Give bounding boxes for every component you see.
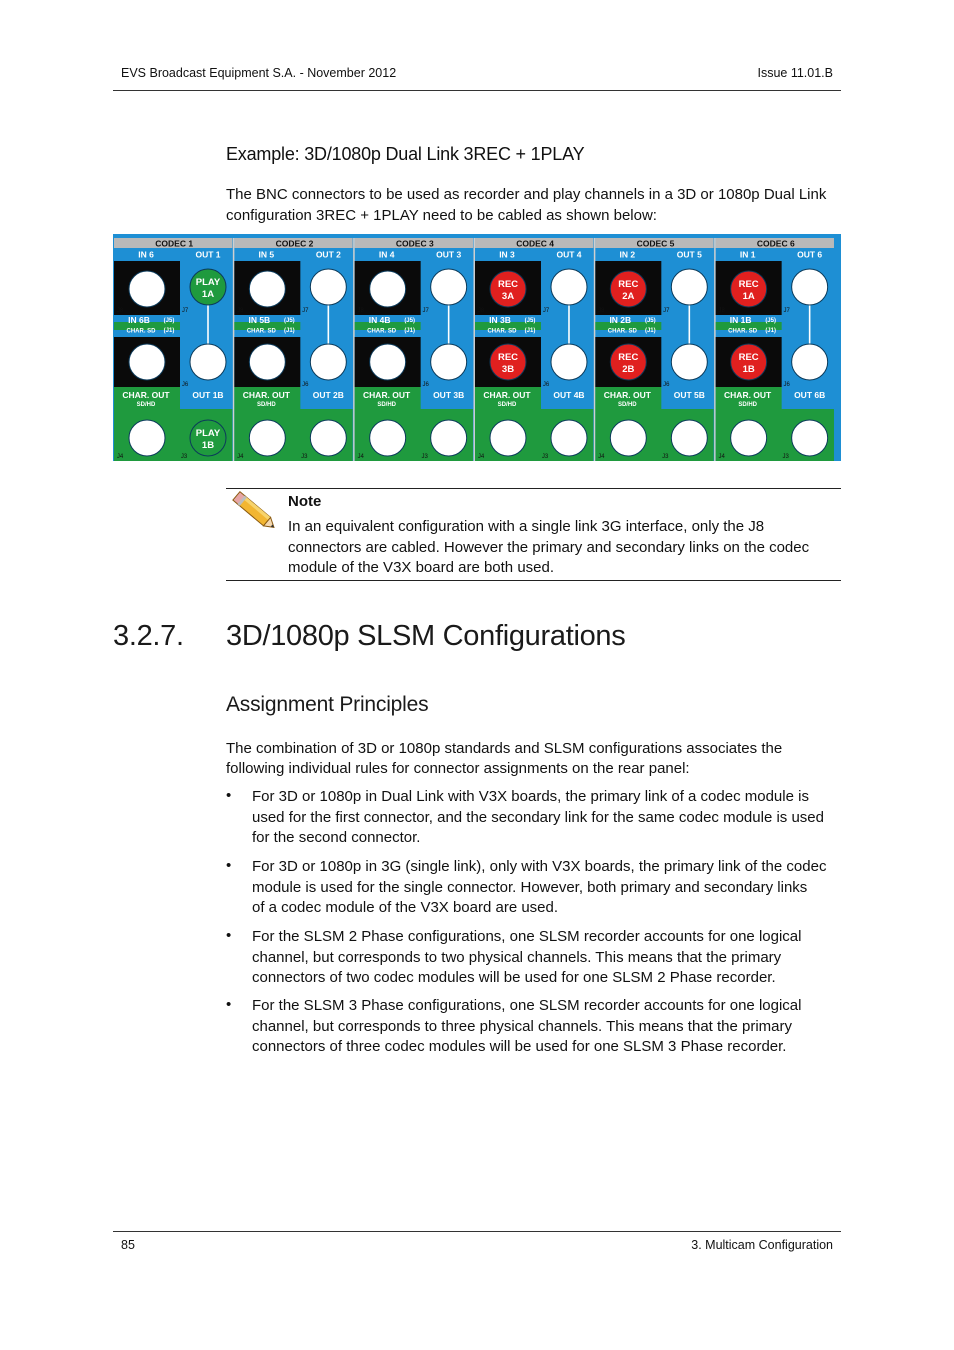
jack-label: J4 (357, 454, 364, 460)
jack-label: J4 (116, 454, 124, 460)
note-line1: In an equivalent configuration with a single link 3G interface, only the J8 (288, 518, 765, 535)
codec-divider (594, 238, 596, 461)
jack-label: J3 (421, 454, 428, 460)
connector-label: IN 5 (258, 249, 275, 260)
jack-label: J3 (662, 454, 669, 460)
jack-label: (J1) (283, 328, 295, 334)
jack-label: (J5) (163, 318, 175, 324)
jack-label: (J1) (163, 328, 175, 334)
header-right: Issue 11.01.B (757, 66, 833, 80)
bullet-line: For 3D or 1080p in Dual Link with V3X boards, the primary link of a codec module is (252, 788, 809, 805)
jack-label: J4 (237, 454, 244, 460)
connector-marker-text: 1A (201, 289, 215, 300)
connector-label: CHAR. OUT (483, 390, 531, 400)
codec-divider (233, 238, 235, 461)
connector-marker-text: 1B (201, 440, 215, 451)
jack-label: J7 (302, 308, 309, 314)
bnc-connector (129, 420, 165, 456)
jack-label: J8 (116, 308, 124, 314)
bnc-connector (431, 344, 467, 380)
jack-label: J3 (541, 454, 549, 460)
connector-marker-text: REC (738, 279, 759, 290)
codec-name: CODEC 6 (756, 238, 795, 249)
bullet-line: connectors of three codec modules will be used for one SLSM 3 Phase recorder. (252, 1038, 787, 1055)
bullet-line: For the SLSM 3 Phase configurations, one SLSM recorder accounts for one logical (252, 997, 802, 1014)
connector-marker-text: 3B (501, 364, 515, 375)
bullet-item (252, 787, 844, 849)
jack-label: J8 (477, 308, 485, 314)
connector-label: OUT 1B (192, 390, 224, 400)
connector-label: SD/HD (256, 402, 276, 408)
jack-label: J6 (422, 382, 429, 388)
bnc-connector (551, 269, 587, 305)
bnc-connector (671, 269, 707, 305)
jack-label: J6 (181, 382, 189, 388)
connector-label: SD/HD (136, 402, 156, 408)
bullet-marker: • (226, 996, 232, 1013)
codec-divider (353, 238, 355, 461)
jack-label: J3 (301, 454, 308, 460)
connector-label: IN 6B (128, 315, 150, 325)
bullet-line: module is used for the single connector. However, both primary and secondary links (252, 878, 808, 896)
codec-name: CODEC 4 (516, 238, 555, 249)
bnc-connector (610, 420, 646, 456)
bullet-line: channel, but corresponds to two physical channels. This means that the primary (252, 948, 782, 966)
bullet-marker: • (226, 857, 232, 874)
connector-label: CHAR. SD (728, 328, 758, 335)
jack-label: J7 (783, 308, 790, 314)
jack-label: J6 (542, 382, 550, 388)
jack-label: J8 (598, 308, 605, 314)
jack-label: J4 (598, 454, 605, 460)
bnc-connector (551, 344, 587, 380)
bullet-item (252, 857, 844, 919)
bullet-line: channel, but corresponds to three physical channels. This means that the primary (252, 1017, 793, 1035)
bnc-connector (370, 271, 406, 307)
bnc-connector (249, 420, 285, 456)
connector-marker-text: REC (738, 352, 759, 363)
note-title: Note (288, 493, 322, 510)
jack-label: J8 (237, 308, 244, 314)
bnc-connector (129, 344, 165, 380)
connector-label: CHAR. OUT (122, 390, 170, 400)
note-line3: module of the V3X board are both used. (288, 559, 555, 576)
connector-label: OUT 5B (673, 390, 705, 400)
bullet-item (252, 996, 844, 1058)
connector-marker-text: REC (497, 279, 519, 290)
jack-label: (J5) (283, 318, 295, 324)
jack-label: J7 (663, 308, 670, 314)
jack-label: J7 (422, 308, 429, 314)
bnc-connector (190, 344, 226, 380)
connector-marker-text: 1A (742, 291, 755, 302)
bnc-connector (551, 420, 587, 456)
jack-label: J6 (783, 382, 790, 388)
jack-label: (J1) (404, 328, 415, 334)
connector-label: CHAR. SD (607, 328, 637, 335)
connector-label: CHAR. SD (367, 328, 397, 335)
bnc-connector (792, 344, 828, 380)
header-rule (113, 90, 841, 91)
connector-label: IN 1B (729, 315, 752, 325)
footer-chapter: 3. Multicam Configuration (691, 1238, 833, 1252)
connector-marker-text: PLAY (195, 277, 221, 288)
codec-divider (473, 238, 475, 461)
jack-label: J3 (180, 454, 188, 460)
jack-label: (J5) (765, 318, 776, 324)
jack-label: (J1) (644, 328, 656, 334)
section-title: 3D/1080p SLSM Configurations (226, 620, 626, 652)
connector-label: IN 3B (489, 315, 511, 325)
connector-label: OUT 3 (436, 249, 462, 260)
note-line2: connectors are cabled. However the primary and secondary links on the codec (288, 539, 810, 556)
bullet-line: For the SLSM 2 Phase configurations, one SLSM recorder accounts for one logical (252, 928, 802, 945)
bullet-line: connectors of two codec modules will be used for one SLSM 2 Phase recorder. (252, 969, 776, 986)
codec-name: CODEC 2 (275, 238, 314, 249)
bnc-connector (310, 344, 346, 380)
connector-panel-figure (113, 234, 841, 461)
connector-label: IN 3 (499, 249, 515, 260)
connector-label: CHAR. OUT (242, 390, 290, 400)
bnc-connector (310, 420, 346, 456)
connector-label: CHAR. OUT (724, 390, 772, 400)
bullet-line: used for the first connector, and the secondary link for the same codec module is used (252, 808, 824, 826)
section-number: 3.2.7. (113, 620, 184, 652)
codec-name: CODEC 3 (395, 238, 434, 249)
bnc-connector (310, 269, 346, 305)
connector-marker-text: 3A (501, 291, 515, 302)
pencil-icon (232, 490, 280, 536)
bullet-marker: • (226, 787, 232, 804)
bullet-line: of a codec module of the V3X board are used. (252, 899, 559, 916)
jack-label: (J5) (524, 318, 536, 324)
connector-marker-text: REC (497, 352, 519, 363)
connector-marker-text: 2A (622, 291, 635, 302)
jack-label: J8 (718, 308, 725, 314)
connector-marker-text: PLAY (195, 428, 221, 439)
jack-label: (J5) (644, 318, 656, 324)
bnc-connector (370, 344, 406, 380)
jack-label: (J1) (524, 328, 536, 334)
jack-label: J6 (302, 382, 309, 388)
bnc-connector (671, 420, 707, 456)
connector-label: IN 4B (368, 315, 391, 325)
connector-label: CHAR. SD (126, 328, 156, 335)
bnc-connector (731, 420, 767, 456)
jack-label: J4 (477, 454, 485, 460)
bnc-connector (370, 420, 406, 456)
codec-name: CODEC 1 (155, 238, 194, 249)
example-intro-line2: configuration 3REC + 1PLAY need to be cabled as shown below: (226, 207, 657, 224)
connector-label: CHAR. OUT (603, 390, 651, 400)
connector-label: IN 2B (609, 315, 632, 325)
bullet-item (252, 927, 844, 989)
jack-label: (J1) (765, 328, 776, 334)
jack-label: J4 (718, 454, 725, 460)
bullet-line: for the second connector. (252, 829, 421, 846)
connector-label: IN 5B (248, 315, 271, 325)
connector-label: IN 1 (739, 249, 756, 260)
connector-label: IN 2 (619, 249, 636, 260)
bnc-connector (431, 269, 467, 305)
bnc-connector (792, 420, 828, 456)
jack-label: J6 (663, 382, 670, 388)
connector-label: OUT 5 (676, 249, 702, 260)
connector-panel-svg (113, 234, 841, 461)
connector-label: SD/HD (497, 402, 517, 408)
assignment-heading: Assignment Principles (226, 693, 429, 716)
connector-label: OUT 1 (195, 249, 221, 260)
footer-rule (113, 1231, 841, 1232)
example-heading: Example: 3D/1080p Dual Link 3REC + 1PLAY (226, 144, 585, 164)
bnc-connector (249, 344, 285, 380)
codec-divider (714, 238, 716, 461)
connector-label: SD/HD (617, 402, 637, 408)
connector-marker-text: 2B (622, 364, 635, 375)
footer-page-number: 85 (121, 1238, 135, 1252)
jack-label: J8 (357, 308, 364, 314)
jack-label: J7 (542, 308, 550, 314)
connector-label: OUT 2 (315, 249, 341, 260)
bnc-connector (671, 344, 707, 380)
connector-label: CHAR. SD (487, 328, 517, 335)
connector-label: OUT 3B (433, 390, 465, 400)
jack-label: J7 (181, 308, 189, 314)
bnc-connector (431, 420, 467, 456)
connector-label: CHAR. SD (246, 328, 276, 335)
note-bottom-rule (226, 580, 841, 581)
connector-label: SD/HD (377, 402, 396, 408)
header-left: EVS Broadcast Equipment S.A. - November 2012 (121, 66, 397, 80)
bnc-connector (249, 271, 285, 307)
jack-label: (J5) (404, 318, 415, 324)
codec-name: CODEC 5 (636, 238, 675, 249)
connector-label: IN 6 (138, 249, 154, 260)
bnc-connector (490, 420, 526, 456)
connector-label: SD/HD (738, 402, 757, 408)
connector-label: OUT 2B (312, 390, 344, 400)
example-intro-line1: The BNC connectors to be used as recorder and play channels in a 3D or 1080p Dual Link (226, 186, 827, 203)
connector-label: CHAR. OUT (363, 390, 411, 400)
bnc-connector (129, 271, 165, 307)
assignment-intro-line2: following individual rules for connector assignments on the rear panel: (226, 760, 690, 777)
bnc-connector (792, 269, 828, 305)
connector-label: OUT 6 (797, 249, 823, 260)
bullet-marker: • (226, 927, 232, 944)
assignment-intro-line1: The combination of 3D or 1080p standards and SLSM configurations associates the (226, 740, 783, 757)
connector-label: IN 4 (378, 249, 395, 260)
connector-marker-text: REC (618, 279, 639, 290)
connector-label: OUT 6B (794, 390, 826, 400)
connector-label: OUT 4 (556, 249, 582, 260)
connector-label: OUT 4B (553, 390, 585, 400)
jack-label: J3 (782, 454, 789, 460)
connector-marker-text: REC (618, 352, 639, 363)
connector-marker-text: 1B (742, 364, 755, 375)
bullet-line: For 3D or 1080p in 3G (single link), only with V3X boards, the primary link of the codec (252, 858, 827, 875)
note-top-rule (226, 488, 841, 489)
